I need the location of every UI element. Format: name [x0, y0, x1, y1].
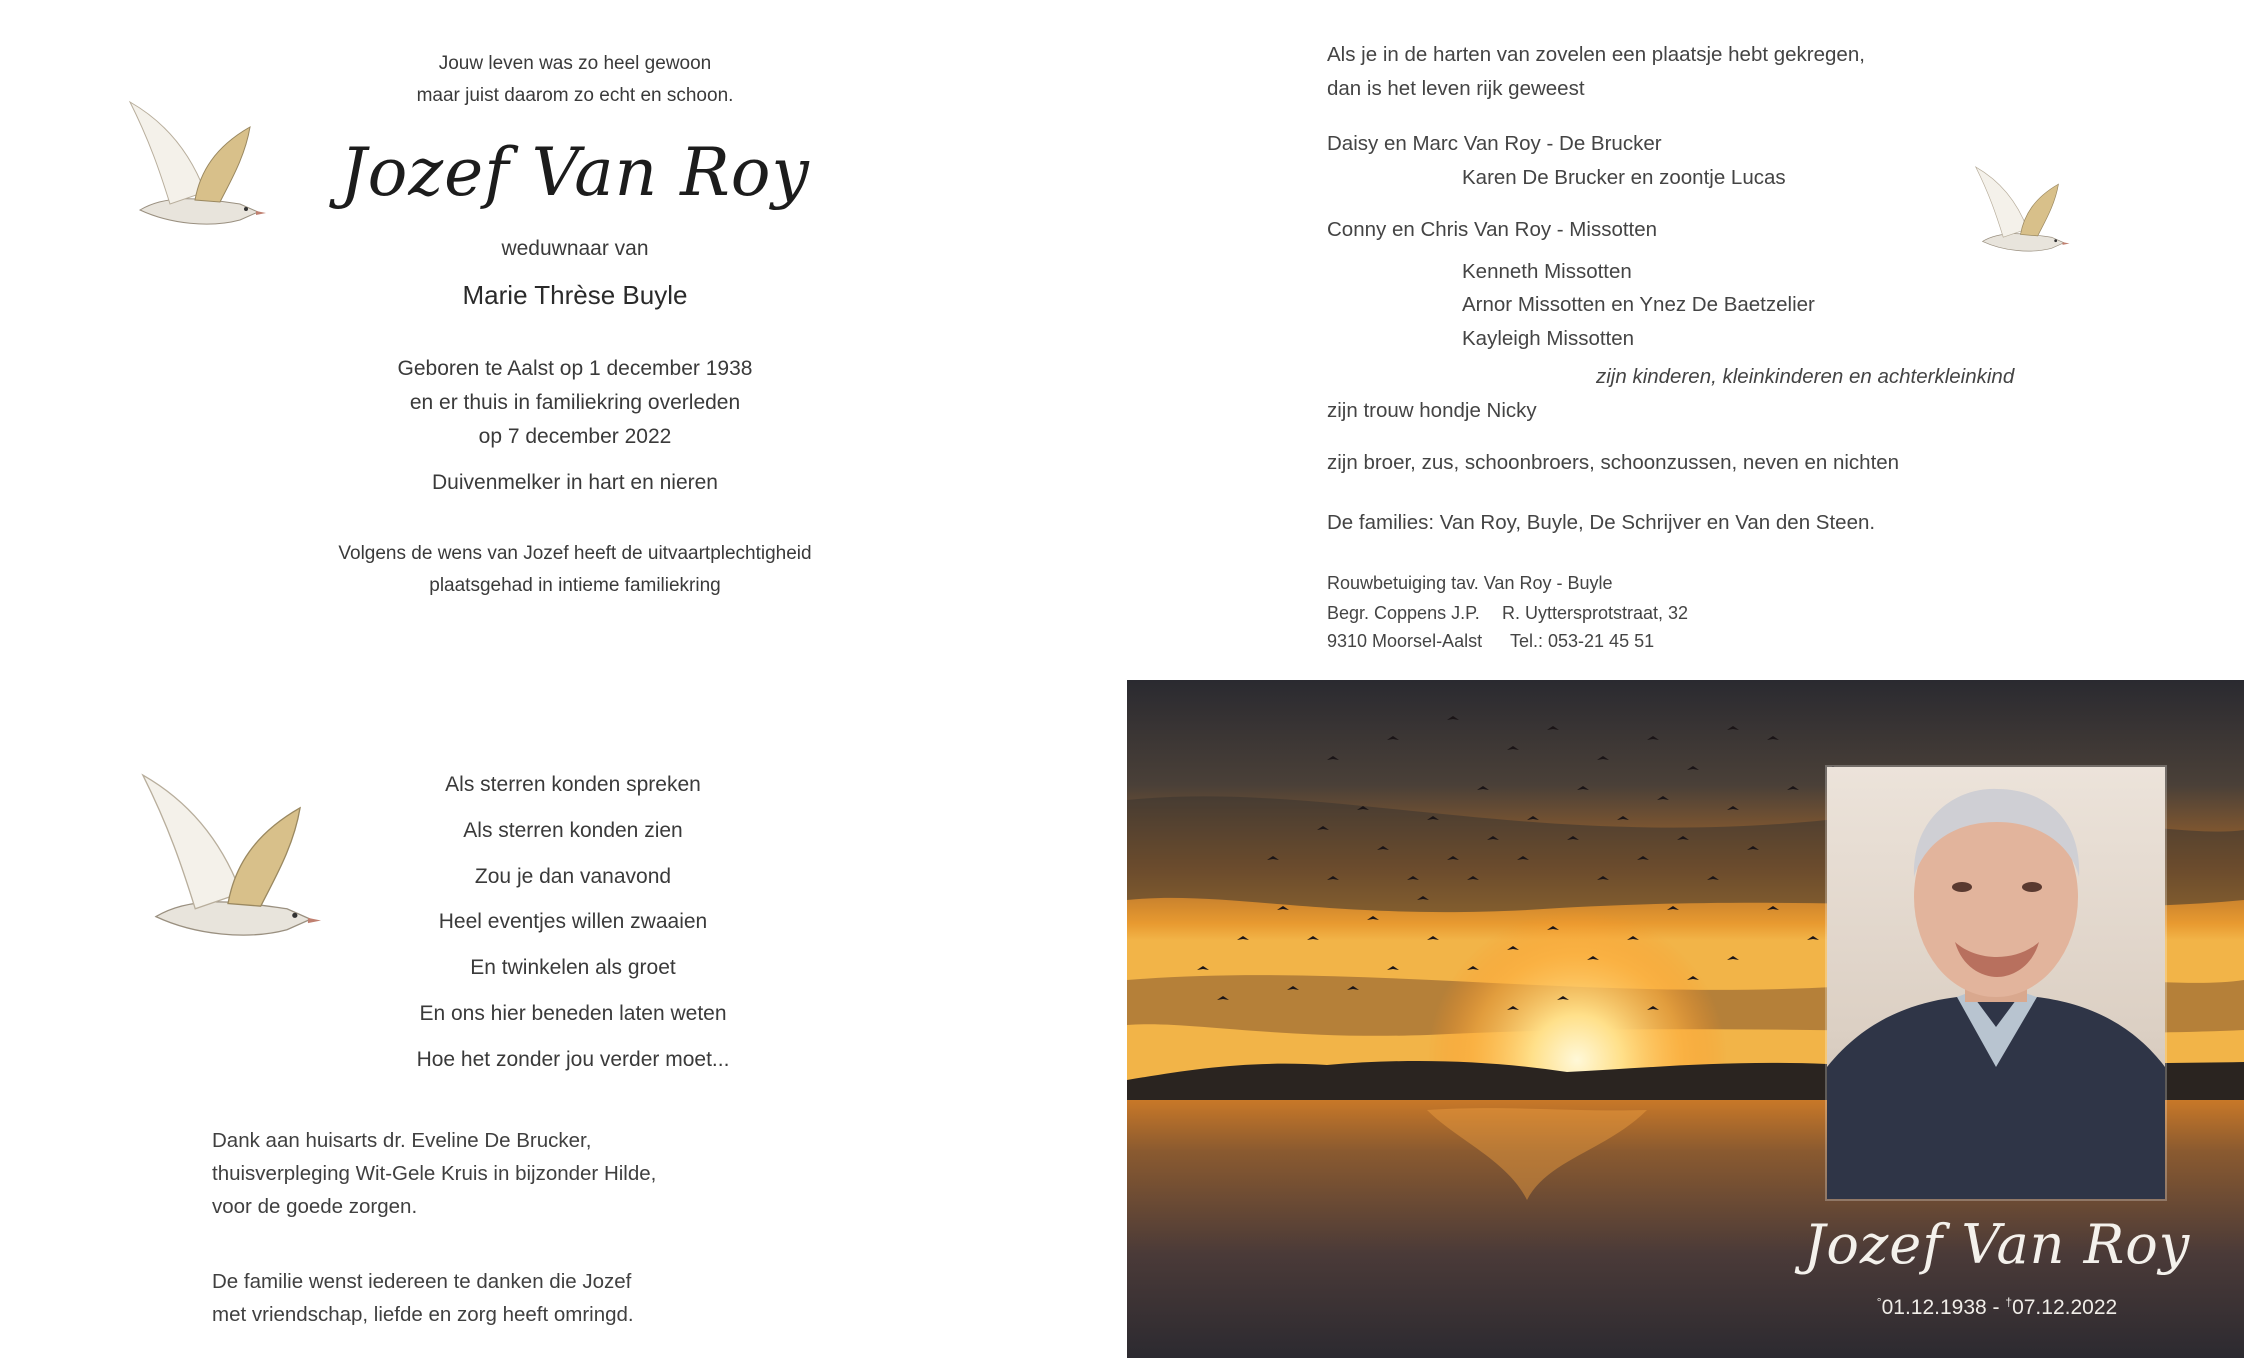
- condolence-address: Rouwbetuiging tav. Van Roy - Buyle: [1327, 573, 1613, 593]
- date-line: Geboren te Aalst op 1 december 1938: [397, 357, 753, 380]
- wish-line: Volgens de wens van Jozef heeft de uitvaartplechtigheid: [338, 543, 812, 564]
- thanks-everyone: [212, 1265, 812, 1331]
- poem-line: Als sterren konden zien: [463, 818, 683, 842]
- poem-line: En ons hier beneden laten weten: [419, 1001, 727, 1025]
- intro-verse: [340, 48, 810, 112]
- dove-icon: [1968, 160, 2073, 260]
- thanks-line: voor de goede zorgen.: [212, 1195, 418, 1218]
- thanks-line: De familie wenst iedereen te danken die Jozef: [212, 1270, 632, 1293]
- poem-line: Heel eventjes willen zwaaien: [438, 910, 708, 934]
- birth-symbol: °: [1876, 1295, 1882, 1309]
- thanks-line: met vriendschap, liefde en zorg heeft omringd.: [212, 1303, 634, 1326]
- undertaker-phone: Tel.: 053-21 45 51: [1510, 631, 1655, 651]
- dog-line: zijn trouw hondje Nicky: [1327, 399, 1537, 422]
- date-line: en er thuis in familiekring overleden: [409, 391, 741, 414]
- sunset-photo-panel: [1127, 680, 2244, 1358]
- hobby-line: Duivenmelker in hart en nieren: [432, 471, 718, 494]
- child-family: Conny en Chris Van Roy - Missotten: [1327, 218, 1658, 241]
- poem: [360, 762, 786, 1083]
- widower-label: weduwnaar van: [501, 237, 649, 260]
- grandchild-family: Kayleigh Missotten: [1462, 327, 1635, 350]
- quote-line: dan is het leven rijk geweest: [1327, 77, 1585, 100]
- thanks-line: thuisverpleging Wit-Gele Kruis in bijzonder Hilde,: [212, 1162, 657, 1185]
- life-dates: [340, 352, 810, 454]
- birth-date: 01.12.1938: [1881, 1296, 1987, 1319]
- funeral-wish: [300, 538, 850, 602]
- poem-line: Hoe het zonder jou verder moet...: [416, 1047, 730, 1071]
- grandchild-family: Kenneth Missotten: [1462, 260, 1632, 283]
- poem-line: Zou je dan vanavond: [474, 864, 672, 888]
- wish-line: plaatsgehad in intieme familiekring: [429, 575, 721, 596]
- thanks-line: Dank aan huisarts dr. Eveline De Brucker,: [212, 1129, 592, 1152]
- intro-line: Jouw leven was zo heel gewoon: [438, 53, 712, 74]
- portrait-image: [1827, 767, 2165, 1199]
- siblings-line: zijn broer, zus, schoonbroers, schoonzussen, neven en nichten: [1327, 451, 1900, 474]
- death-date: 07.12.2022: [2012, 1296, 2118, 1319]
- grandchild-family: Karen De Brucker en zoontje Lucas: [1462, 166, 1786, 189]
- quote: [1327, 38, 2027, 106]
- spouse-name: Marie Thrèse Buyle: [462, 280, 688, 310]
- undertaker-street: R. Uyttersprotstraat, 32: [1502, 603, 1689, 623]
- poem-line: Als sterren konden spreken: [445, 773, 701, 796]
- dove-icon: [120, 92, 270, 237]
- grandchild-family: Arnor Missotten en Ynez De Baetzelier: [1462, 293, 1815, 316]
- portrait-photo: [1827, 767, 2165, 1199]
- date-separator: -: [1986, 1296, 2006, 1319]
- relation-caption: zijn kinderen, kleinkinderen en achterkleinkind: [1596, 365, 2015, 388]
- death-symbol: †: [2005, 1295, 2013, 1309]
- poem-line: En twinkelen als groet: [470, 956, 676, 980]
- left-top-section: [0, 0, 1122, 680]
- dove-icon: [128, 762, 328, 952]
- quote-line: Als je in de harten van zovelen een plaatsje hebt gekregen,: [1327, 43, 1865, 66]
- families-line: De families: Van Roy, Buyle, De Schrijver en Van den Steen.: [1327, 511, 1876, 534]
- intro-line: maar juist daarom zo echt en schoon.: [416, 85, 734, 106]
- child-family: Daisy en Marc Van Roy - De Brucker: [1327, 132, 1662, 155]
- undertaker-city: 9310 Moorsel-Aalst: [1327, 631, 1483, 651]
- deceased-name: Jozef Van Roy: [340, 134, 810, 211]
- thanks-doctor: [212, 1124, 812, 1223]
- panel-life-dates: [1797, 1295, 2197, 1320]
- panel-deceased-name: Jozef Van Roy: [1803, 1213, 2191, 1276]
- date-line: op 7 december 2022: [478, 425, 672, 448]
- undertaker-name: Begr. Coppens J.P.: [1327, 603, 1480, 623]
